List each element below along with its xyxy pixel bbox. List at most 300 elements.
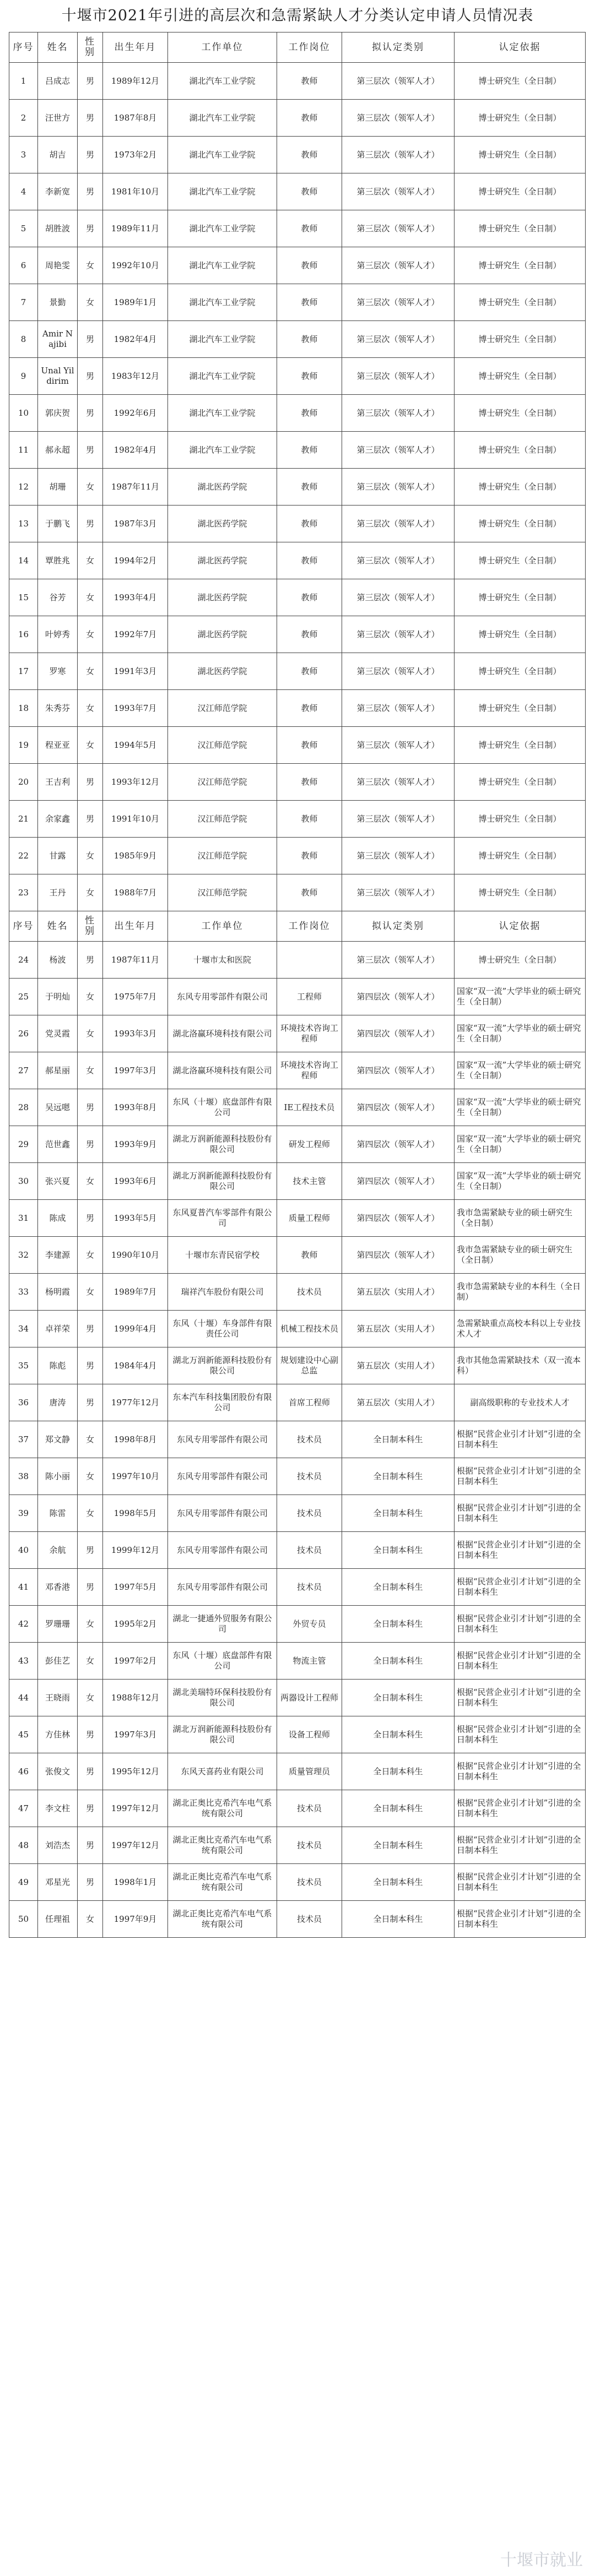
cell-category: 第四层次（领军人才） <box>342 1163 455 1200</box>
cell-name: 谷芳 <box>38 579 78 616</box>
cell-name: 郝星丽 <box>38 1052 78 1089</box>
cell-birth: 1995年12月 <box>103 1753 168 1790</box>
cell-gender: 女 <box>78 579 103 616</box>
cell-employer: 东风（十堰）车身部件有限责任公司 <box>168 1311 277 1347</box>
cell-gender: 男 <box>78 942 103 979</box>
cell-category: 全日制本科生 <box>342 1569 455 1606</box>
table-row <box>9 979 586 1015</box>
cell-position: 教师 <box>277 653 342 690</box>
cell-birth: 1999年4月 <box>103 1311 168 1347</box>
table-row <box>9 1458 586 1495</box>
cell-index: 20 <box>9 764 38 801</box>
cell-employer: 东风专用零部件有限公司 <box>168 1421 277 1458</box>
cell-index: 15 <box>9 579 38 616</box>
cell-category: 全日制本科生 <box>342 1495 455 1532</box>
cell-index: 28 <box>9 1089 38 1126</box>
cell-category: 第三层次（领军人才） <box>342 764 455 801</box>
cell-category: 全日制本科生 <box>342 1680 455 1716</box>
cell-gender: 男 <box>78 1089 103 1126</box>
cell-name: 胡胜波 <box>38 210 78 247</box>
cell-category: 全日制本科生 <box>342 1753 455 1790</box>
cell-birth: 1998年5月 <box>103 1495 168 1532</box>
cell-birth: 1987年11月 <box>103 469 168 506</box>
cell-position: 教师 <box>277 542 342 579</box>
cell-index: 25 <box>9 979 38 1015</box>
cell-gender: 女 <box>78 1421 103 1458</box>
cell-name: 郑文静 <box>38 1421 78 1458</box>
cell-birth: 1999年12月 <box>103 1532 168 1569</box>
table-row <box>9 1384 586 1421</box>
cell-birth: 1997年12月 <box>103 1827 168 1864</box>
cell-category: 第三层次（领军人才） <box>342 874 455 911</box>
cell-position: 教师 <box>277 137 342 173</box>
cell-position: 技术员 <box>277 1790 342 1827</box>
cell-employer: 湖北万润新能源科技股份有限公司 <box>168 1347 277 1384</box>
table-row <box>9 616 586 653</box>
cell-category: 全日制本科生 <box>342 1716 455 1753</box>
table-row <box>9 1089 586 1126</box>
cell-name: 覃胜兆 <box>38 542 78 579</box>
cell-gender: 男 <box>78 395 103 432</box>
cell-basis: 根据“民营企业引才计划”引进的全日制本科生 <box>455 1753 586 1790</box>
cell-position: 教师 <box>277 284 342 321</box>
cell-name: 景勤 <box>38 284 78 321</box>
header-cell: 认定依据 <box>455 32 586 63</box>
cell-position: 教师 <box>277 838 342 874</box>
cell-position: 技术员 <box>277 1421 342 1458</box>
table-row <box>9 1827 586 1864</box>
cell-category: 第四层次（领军人才） <box>342 1126 455 1163</box>
cell-basis: 博士研究生（全日制） <box>455 801 586 838</box>
cell-birth: 1993年7月 <box>103 690 168 727</box>
table-row <box>9 432 586 469</box>
cell-index: 23 <box>9 874 38 911</box>
cell-name: Amir Najibi <box>38 321 78 358</box>
cell-basis: 我市急需紧缺专业的硕士研究生（全日制） <box>455 1237 586 1274</box>
cell-position: 教师 <box>277 247 342 284</box>
cell-name: 邓香港 <box>38 1569 78 1606</box>
cell-employer: 汉江师范学院 <box>168 874 277 911</box>
cell-index: 36 <box>9 1384 38 1421</box>
cell-birth: 1993年6月 <box>103 1163 168 1200</box>
cell-gender: 女 <box>78 1015 103 1052</box>
cell-gender: 女 <box>78 1606 103 1643</box>
table-row <box>9 942 586 979</box>
cell-index: 39 <box>9 1495 38 1532</box>
cell-name: 陈成 <box>38 1200 78 1237</box>
cell-index: 43 <box>9 1643 38 1680</box>
cell-employer: 汉江师范学院 <box>168 801 277 838</box>
cell-position: 质量工程师 <box>277 1200 342 1237</box>
cell-name: 杨波 <box>38 942 78 979</box>
cell-category: 第五层次（实用人才） <box>342 1347 455 1384</box>
cell-birth: 1977年12月 <box>103 1384 168 1421</box>
cell-position: 教师 <box>277 210 342 247</box>
cell-basis: 副高级职称的专业技术人才 <box>455 1384 586 1421</box>
table-row <box>9 653 586 690</box>
cell-position: 教师 <box>277 63 342 100</box>
cell-employer: 湖北洛赢环境科技有限公司 <box>168 1052 277 1089</box>
cell-category: 第三层次（领军人才） <box>342 173 455 210</box>
header-cell: 拟认定类别 <box>342 911 455 942</box>
cell-category: 第四层次（领军人才） <box>342 1237 455 1274</box>
cell-index: 4 <box>9 173 38 210</box>
cell-basis: 博士研究生（全日制） <box>455 838 586 874</box>
cell-category: 第三层次（领军人才） <box>342 690 455 727</box>
cell-birth: 1993年9月 <box>103 1126 168 1163</box>
cell-name: 汪世方 <box>38 100 78 137</box>
cell-birth: 1997年10月 <box>103 1458 168 1495</box>
cell-index: 42 <box>9 1606 38 1643</box>
cell-position: 技术员 <box>277 1458 342 1495</box>
cell-name: 陈小丽 <box>38 1458 78 1495</box>
header-cell: 序号 <box>9 32 38 63</box>
header-row <box>9 911 586 942</box>
cell-birth: 1997年3月 <box>103 1052 168 1089</box>
cell-position: 工程师 <box>277 979 342 1015</box>
cell-gender: 男 <box>78 1569 103 1606</box>
cell-gender: 男 <box>78 1384 103 1421</box>
cell-name: 余航 <box>38 1532 78 1569</box>
cell-gender: 男 <box>78 1790 103 1827</box>
cell-index: 41 <box>9 1569 38 1606</box>
cell-category: 第五层次（实用人才） <box>342 1274 455 1311</box>
cell-birth: 1988年7月 <box>103 874 168 911</box>
cell-birth: 1993年3月 <box>103 1015 168 1052</box>
table-row <box>9 210 586 247</box>
cell-name: 卓祥荣 <box>38 1311 78 1347</box>
cell-basis: 博士研究生（全日制） <box>455 942 586 979</box>
cell-category: 第五层次（实用人才） <box>342 1384 455 1421</box>
cell-gender: 女 <box>78 979 103 1015</box>
cell-index: 19 <box>9 727 38 764</box>
cell-name: 于鹏飞 <box>38 506 78 542</box>
cell-position: 教师 <box>277 506 342 542</box>
cell-position: 教师 <box>277 395 342 432</box>
cell-category: 第三层次（领军人才） <box>342 727 455 764</box>
cell-category: 全日制本科生 <box>342 1827 455 1864</box>
cell-gender: 男 <box>78 1753 103 1790</box>
cell-gender: 女 <box>78 838 103 874</box>
cell-category: 第三层次（领军人才） <box>342 137 455 173</box>
cell-basis: 国家“双一流”大学毕业的硕士研究生（全日制） <box>455 1015 586 1052</box>
cell-birth: 1997年2月 <box>103 1643 168 1680</box>
cell-gender: 男 <box>78 358 103 395</box>
table-row <box>9 1015 586 1052</box>
cell-index: 8 <box>9 321 38 358</box>
cell-position: 教师 <box>277 727 342 764</box>
cell-birth: 1998年1月 <box>103 1864 168 1901</box>
cell-employer: 湖北正奥比克希汽车电气系统有限公司 <box>168 1901 277 1938</box>
table-row <box>9 173 586 210</box>
cell-category: 第三层次（领军人才） <box>342 942 455 979</box>
table-row <box>9 542 586 579</box>
cell-index: 37 <box>9 1421 38 1458</box>
cell-position: 教师 <box>277 616 342 653</box>
cell-birth: 1982年4月 <box>103 432 168 469</box>
table-row <box>9 1126 586 1163</box>
table-row <box>9 1643 586 1680</box>
cell-basis: 博士研究生（全日制） <box>455 432 586 469</box>
cell-employer: 湖北汽车工业学院 <box>168 321 277 358</box>
table-row <box>9 1716 586 1753</box>
cell-name: 吴远嗯 <box>38 1089 78 1126</box>
cell-index: 35 <box>9 1347 38 1384</box>
header-cell: 姓名 <box>38 32 78 63</box>
cell-basis: 根据“民营企业引才计划”引进的全日制本科生 <box>455 1458 586 1495</box>
cell-employer: 湖北汽车工业学院 <box>168 395 277 432</box>
cell-gender: 男 <box>78 173 103 210</box>
cell-position <box>277 942 342 979</box>
cell-category: 第三层次（领军人才） <box>342 653 455 690</box>
cell-birth: 1989年11月 <box>103 210 168 247</box>
cell-category: 第三层次（领军人才） <box>342 63 455 100</box>
cell-basis: 国家“双一流”大学毕业的硕士研究生（全日制） <box>455 1126 586 1163</box>
cell-category: 全日制本科生 <box>342 1901 455 1938</box>
cell-index: 38 <box>9 1458 38 1495</box>
cell-basis: 根据“民营企业引才计划”引进的全日制本科生 <box>455 1901 586 1938</box>
cell-position: 技术员 <box>277 1827 342 1864</box>
cell-name: 罗珊珊 <box>38 1606 78 1643</box>
cell-position: 质量管理员 <box>277 1753 342 1790</box>
cell-category: 第三层次（领军人才） <box>342 395 455 432</box>
cell-birth: 1993年4月 <box>103 579 168 616</box>
cell-birth: 1982年4月 <box>103 321 168 358</box>
cell-category: 第四层次（领军人才） <box>342 1089 455 1126</box>
cell-position: 技术员 <box>277 1495 342 1532</box>
cell-gender: 男 <box>78 764 103 801</box>
cell-index: 14 <box>9 542 38 579</box>
header-row <box>9 32 586 63</box>
cell-basis: 国家“双一流”大学毕业的硕士研究生（全日制） <box>455 1052 586 1089</box>
cell-index: 17 <box>9 653 38 690</box>
cell-employer: 湖北汽车工业学院 <box>168 137 277 173</box>
cell-birth: 1992年6月 <box>103 395 168 432</box>
table-row <box>9 395 586 432</box>
cell-gender: 女 <box>78 1901 103 1938</box>
cell-birth: 1991年3月 <box>103 653 168 690</box>
cell-gender: 男 <box>78 100 103 137</box>
cell-basis: 国家“双一流”大学毕业的硕士研究生（全日制） <box>455 1163 586 1200</box>
cell-name: 王晓雨 <box>38 1680 78 1716</box>
cell-basis: 博士研究生（全日制） <box>455 173 586 210</box>
cell-position: IE工程技术员 <box>277 1089 342 1126</box>
cell-gender: 女 <box>78 1458 103 1495</box>
cell-birth: 1988年12月 <box>103 1680 168 1716</box>
cell-name: 王丹 <box>38 874 78 911</box>
cell-index: 45 <box>9 1716 38 1753</box>
cell-employer: 瑞祥汽车股份有限公司 <box>168 1274 277 1311</box>
cell-employer: 东风专用零部件有限公司 <box>168 1495 277 1532</box>
table-row <box>9 838 586 874</box>
cell-index: 46 <box>9 1753 38 1790</box>
cell-birth: 1994年2月 <box>103 542 168 579</box>
table-row <box>9 321 586 358</box>
cell-position: 机械工程技术员 <box>277 1311 342 1347</box>
cell-employer: 湖北万润新能源科技股份有限公司 <box>168 1126 277 1163</box>
cell-employer: 湖北医药学院 <box>168 542 277 579</box>
cell-employer: 湖北正奥比克希汽车电气系统有限公司 <box>168 1790 277 1827</box>
cell-name: 张俊文 <box>38 1753 78 1790</box>
cell-category: 第四层次（领军人才） <box>342 1200 455 1237</box>
cell-birth: 1997年3月 <box>103 1716 168 1753</box>
cell-gender: 女 <box>78 247 103 284</box>
cell-gender: 男 <box>78 1200 103 1237</box>
cell-category: 全日制本科生 <box>342 1790 455 1827</box>
cell-gender: 女 <box>78 284 103 321</box>
header-cell: 工作岗位 <box>277 911 342 942</box>
cell-position: 教师 <box>277 579 342 616</box>
cell-index: 33 <box>9 1274 38 1311</box>
cell-name: 朱秀芬 <box>38 690 78 727</box>
cell-employer: 东风专用零部件有限公司 <box>168 1458 277 1495</box>
cell-gender: 男 <box>78 1532 103 1569</box>
cell-index: 13 <box>9 506 38 542</box>
cell-index: 32 <box>9 1237 38 1274</box>
cell-employer: 湖北万润新能源科技股份有限公司 <box>168 1716 277 1753</box>
watermark-logo: 十堰市就业 <box>500 2551 583 2570</box>
cell-position: 两器设计工程师 <box>277 1680 342 1716</box>
cell-position: 技术员 <box>277 1532 342 1569</box>
table-row <box>9 506 586 542</box>
table-row <box>9 63 586 100</box>
cell-employer: 东风（十堰）底盘部件有限公司 <box>168 1643 277 1680</box>
cell-category: 全日制本科生 <box>342 1864 455 1901</box>
table-row <box>9 1901 586 1938</box>
cell-name: 罗寒 <box>38 653 78 690</box>
cell-basis: 国家“双一流”大学毕业的硕士研究生（全日制） <box>455 979 586 1015</box>
table-row <box>9 727 586 764</box>
cell-gender: 男 <box>78 1347 103 1384</box>
cell-basis: 国家“双一流”大学毕业的硕士研究生（全日制） <box>455 1089 586 1126</box>
table-row <box>9 1790 586 1827</box>
table-row <box>9 690 586 727</box>
cell-basis: 博士研究生（全日制） <box>455 764 586 801</box>
cell-employer: 汉江师范学院 <box>168 690 277 727</box>
cell-category: 第三层次（领军人才） <box>342 469 455 506</box>
cell-index: 12 <box>9 469 38 506</box>
cell-employer: 十堰市太和医院 <box>168 942 277 979</box>
cell-basis: 博士研究生（全日制） <box>455 63 586 100</box>
cell-position: 教师 <box>277 1237 342 1274</box>
table-row <box>9 1163 586 1200</box>
cell-category: 第三层次（领军人才） <box>342 506 455 542</box>
cell-name: 邓星光 <box>38 1864 78 1901</box>
cell-basis: 根据“民营企业引才计划”引进的全日制本科生 <box>455 1827 586 1864</box>
cell-employer: 东风专用零部件有限公司 <box>168 1569 277 1606</box>
cell-employer: 湖北医药学院 <box>168 469 277 506</box>
table-row <box>9 1532 586 1569</box>
cell-employer: 东风夏普汽车零部件有限公司 <box>168 1200 277 1237</box>
cell-gender: 男 <box>78 1716 103 1753</box>
cell-index: 1 <box>9 63 38 100</box>
cell-basis: 博士研究生（全日制） <box>455 690 586 727</box>
cell-position: 技术员 <box>277 1901 342 1938</box>
cell-index: 44 <box>9 1680 38 1716</box>
cell-gender: 男 <box>78 63 103 100</box>
cell-name: 吕成志 <box>38 63 78 100</box>
cell-gender: 女 <box>78 653 103 690</box>
header-cell: 性别 <box>78 32 103 63</box>
cell-name: 刘浩杰 <box>38 1827 78 1864</box>
cell-basis: 博士研究生（全日制） <box>455 579 586 616</box>
cell-birth: 1987年11月 <box>103 942 168 979</box>
cell-name: 陈彪 <box>38 1347 78 1384</box>
cell-basis: 博士研究生（全日制） <box>455 137 586 173</box>
cell-name: 李新宽 <box>38 173 78 210</box>
cell-employer: 湖北汽车工业学院 <box>168 63 277 100</box>
cell-index: 27 <box>9 1052 38 1089</box>
table-row <box>9 1753 586 1790</box>
cell-gender: 女 <box>78 542 103 579</box>
cell-category: 全日制本科生 <box>342 1532 455 1569</box>
cell-position: 教师 <box>277 432 342 469</box>
cell-employer: 湖北汽车工业学院 <box>168 100 277 137</box>
cell-name: 王吉利 <box>38 764 78 801</box>
cell-basis: 根据“民营企业引才计划”引进的全日制本科生 <box>455 1790 586 1827</box>
cell-position: 设备工程师 <box>277 1716 342 1753</box>
table-row <box>9 284 586 321</box>
cell-gender: 女 <box>78 469 103 506</box>
cell-basis: 博士研究生（全日制） <box>455 469 586 506</box>
table-row <box>9 1237 586 1274</box>
cell-category: 第三层次（领军人才） <box>342 247 455 284</box>
cell-birth: 1975年7月 <box>103 979 168 1015</box>
cell-basis: 博士研究生（全日制） <box>455 542 586 579</box>
cell-birth: 1993年5月 <box>103 1200 168 1237</box>
cell-index: 18 <box>9 690 38 727</box>
cell-birth: 1993年12月 <box>103 764 168 801</box>
cell-position: 技术员 <box>277 1274 342 1311</box>
cell-index: 16 <box>9 616 38 653</box>
cell-gender: 女 <box>78 1495 103 1532</box>
cell-birth: 1992年7月 <box>103 616 168 653</box>
cell-employer: 东风专用零部件有限公司 <box>168 1532 277 1569</box>
cell-name: 余家鑫 <box>38 801 78 838</box>
header-cell: 出生年月 <box>103 32 168 63</box>
cell-category: 全日制本科生 <box>342 1421 455 1458</box>
cell-category: 全日制本科生 <box>342 1458 455 1495</box>
cell-position: 物流主管 <box>277 1643 342 1680</box>
cell-employer: 东本汽车科技集团股份有限公司 <box>168 1384 277 1421</box>
cell-employer: 湖北医药学院 <box>168 579 277 616</box>
cell-category: 第三层次（领军人才） <box>342 838 455 874</box>
cell-name: 唐涛 <box>38 1384 78 1421</box>
table-row <box>9 1274 586 1311</box>
cell-employer: 湖北洛赢环境科技有限公司 <box>168 1015 277 1052</box>
cell-employer: 湖北美瑞特环保科技股份有限公司 <box>168 1680 277 1716</box>
cell-position: 教师 <box>277 874 342 911</box>
cell-name: 杨明霞 <box>38 1274 78 1311</box>
cell-basis: 根据“民营企业引才计划”引进的全日制本科生 <box>455 1495 586 1532</box>
cell-category: 第三层次（领军人才） <box>342 542 455 579</box>
cell-employer: 湖北万润新能源科技股份有限公司 <box>168 1163 277 1200</box>
cell-gender: 男 <box>78 506 103 542</box>
cell-basis: 我市急需紧缺专业的硕士研究生（全日制） <box>455 1200 586 1237</box>
cell-employer: 湖北汽车工业学院 <box>168 284 277 321</box>
table-row <box>9 1606 586 1643</box>
cell-name: 方佳林 <box>38 1716 78 1753</box>
cell-gender: 男 <box>78 1827 103 1864</box>
table-row <box>9 100 586 137</box>
cell-position: 教师 <box>277 321 342 358</box>
cell-name: 李建源 <box>38 1237 78 1274</box>
cell-basis: 博士研究生（全日制） <box>455 210 586 247</box>
cell-employer: 湖北汽车工业学院 <box>168 358 277 395</box>
cell-gender: 女 <box>78 616 103 653</box>
cell-employer: 汉江师范学院 <box>168 764 277 801</box>
cell-position: 教师 <box>277 100 342 137</box>
